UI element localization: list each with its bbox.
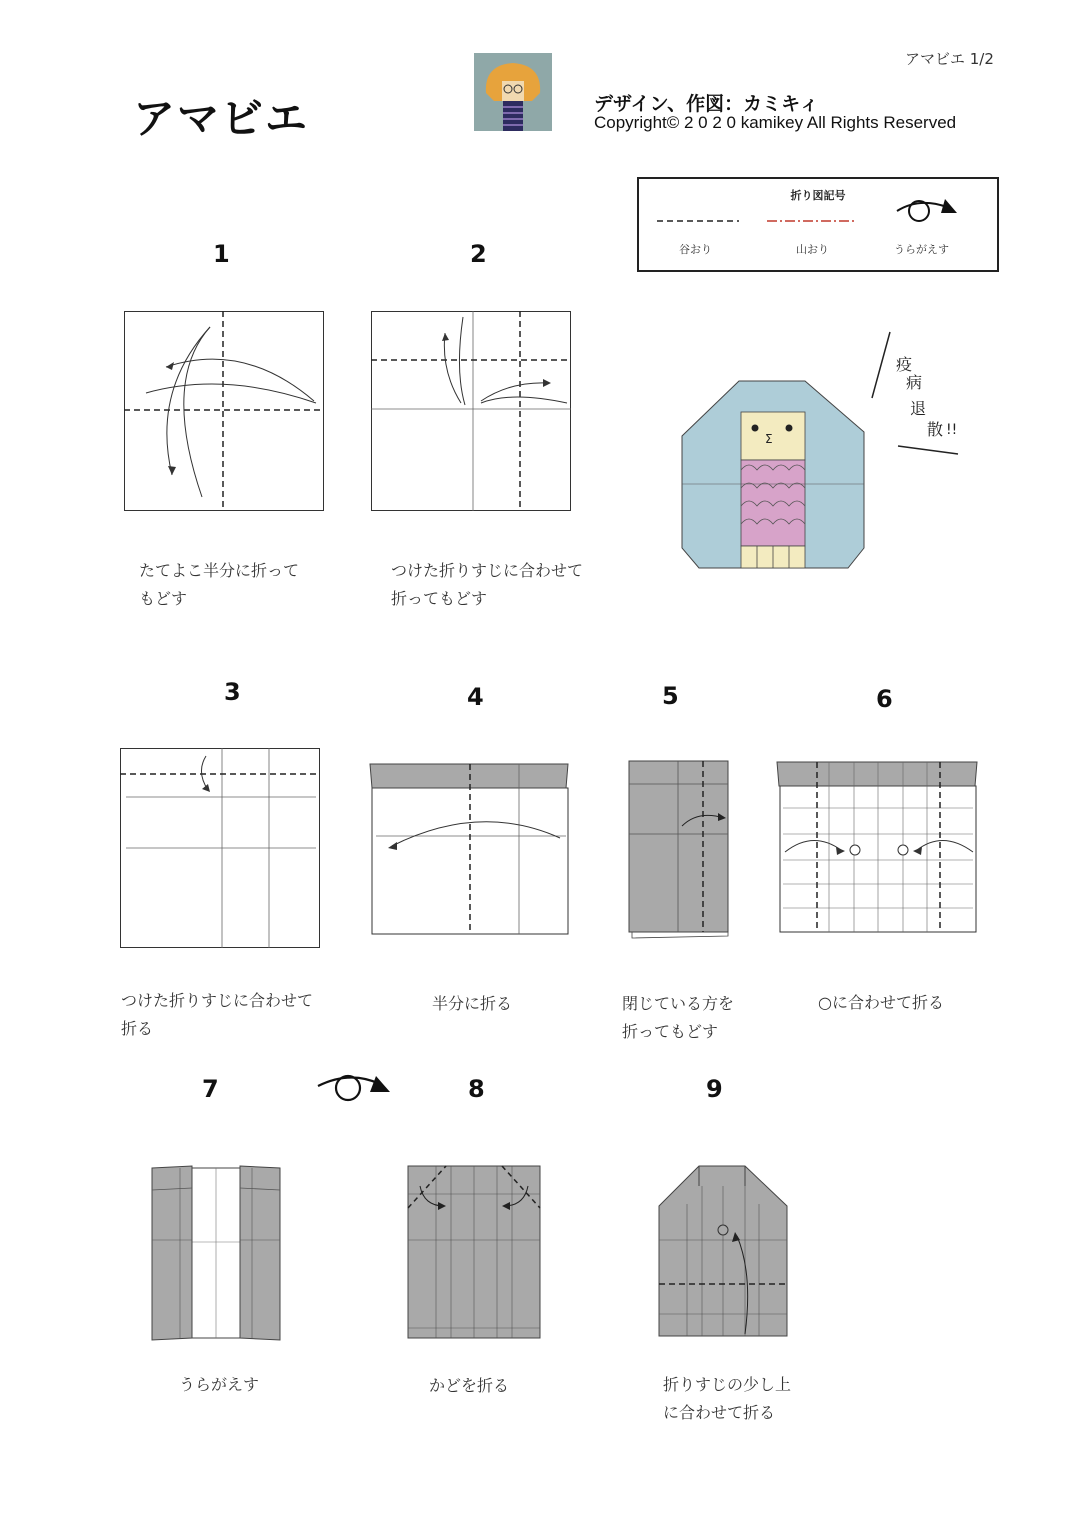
- fold-symbol-legend: [637, 177, 999, 272]
- step-number-5: 5: [662, 682, 679, 710]
- svg-text:Σ: Σ: [765, 432, 773, 446]
- turn-over-icon: [897, 199, 957, 221]
- turn-over-icon: [316, 1072, 392, 1104]
- design-credit: デザイン、作図：カミキィ: [594, 93, 819, 115]
- step-5-diagram: [628, 760, 730, 940]
- step-8-diagram: [406, 1164, 542, 1340]
- shout-char-2: 病: [906, 373, 923, 392]
- step-number-6: 6: [876, 685, 893, 713]
- page-number: アマビエ 1/2: [905, 50, 994, 68]
- mountain-fold-label: 山おり: [796, 243, 829, 256]
- finished-model-photo: [474, 53, 552, 131]
- shout-char-4: 散: [927, 420, 944, 439]
- shout-lines: [868, 330, 968, 460]
- step-caption-7: うらがえす: [179, 1375, 260, 1394]
- step-caption-9: 折りすじの少し上 に合わせて折る: [663, 1375, 792, 1422]
- step-number-7: 7: [202, 1075, 219, 1103]
- step-caption-2: つけた折りすじに合わせて 折ってもどす: [391, 561, 584, 608]
- step-caption-6: ○に合わせて折る: [818, 993, 944, 1012]
- turn-over-label: うらがえす: [894, 243, 949, 256]
- copyright-notice: Copyright© 2 0 2 0 kamikey All Rights Reserved: [594, 113, 957, 132]
- step-caption-8: かどを折る: [429, 1376, 510, 1395]
- step-caption-5: 閉じている方を 折ってもどす: [622, 994, 735, 1041]
- step-1-diagram: [124, 311, 324, 511]
- finished-amabie-model: [681, 380, 866, 575]
- step-number-3: 3: [224, 678, 241, 706]
- shout-char-1: 疫: [896, 355, 913, 374]
- step-number-1: 1: [213, 240, 230, 268]
- page-title: アマビエ: [133, 94, 310, 143]
- legend-symbols: [639, 179, 1001, 274]
- step-2-diagram: [371, 311, 571, 511]
- step-caption-3: つけた折りすじに合わせて 折る: [121, 991, 314, 1038]
- step-caption-4: 半分に折る: [432, 994, 513, 1013]
- valley-fold-label: 谷おり: [679, 243, 712, 256]
- step-4-diagram: [370, 762, 570, 936]
- step-6-diagram: [777, 760, 979, 936]
- step-caption-1: たてよこ半分に折って もどす: [139, 561, 300, 608]
- shout-char-3: 退: [910, 399, 927, 418]
- legend-title: 折り図記号: [790, 189, 846, 202]
- step-number-9: 9: [706, 1075, 723, 1103]
- step-7-diagram: [150, 1164, 282, 1342]
- step-9-diagram: [657, 1164, 791, 1340]
- step-number-4: 4: [467, 683, 484, 711]
- step-3-diagram: [120, 748, 320, 948]
- shout-marks: !!: [946, 422, 958, 438]
- step-number-8: 8: [468, 1075, 485, 1103]
- step-number-2: 2: [470, 240, 487, 268]
